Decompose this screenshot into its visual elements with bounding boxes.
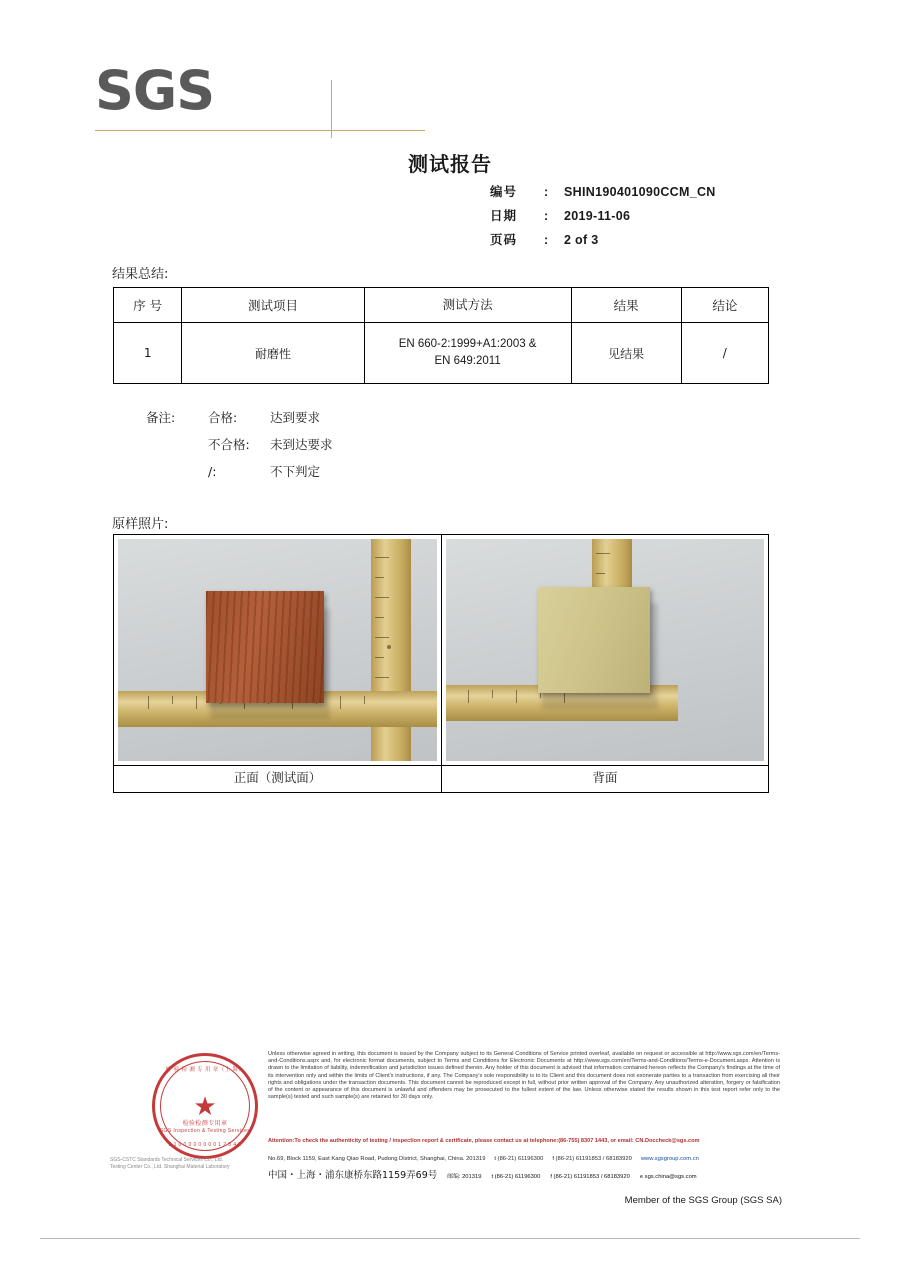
table-header-row — [114, 288, 769, 323]
footer-company-name-line1: SGS-CSTC Standards Technical Services Co., Ltd. — [110, 1157, 224, 1163]
remarks-value-na: 不下判定 — [270, 464, 321, 479]
remarks-row-pass — [146, 408, 333, 435]
photo-caption-back: 背面 — [441, 764, 768, 792]
meta-row-page — [490, 230, 716, 254]
remarks-heading: 备注: — [146, 410, 176, 425]
footer-fax-cn: f (86-21) 61191853 / 68183920 — [550, 1174, 630, 1180]
remarks-block — [146, 408, 333, 489]
sample-photos-label: 原样照片: — [112, 517, 169, 532]
meta-label-number: 编号 — [490, 185, 518, 199]
logo-underline-rule — [95, 130, 425, 131]
remarks-value-fail: 未到达要求 — [270, 437, 333, 452]
sample-photos-table — [113, 534, 769, 766]
column-header-test-method: 测试方法 — [364, 288, 571, 323]
remarks-key-fail: 不合格: — [208, 437, 250, 452]
footer-company-name-line2: Testing Center Co., Ltd. Shanghai Material Laboratory — [110, 1164, 230, 1170]
footer-address-en: No.69, Block 1159, East Kang Qiao Road, Pudong District, Shanghai, China. 201319 — [268, 1156, 486, 1162]
cell-test-method-line1: EN 660-2:1999+A1:2003 & — [398, 338, 537, 350]
photo-cell-front — [114, 535, 441, 765]
remarks-key-pass: 合格: — [208, 410, 238, 425]
cell-test-method — [364, 323, 571, 384]
company-seal-stamp — [152, 1053, 258, 1159]
column-header-conclusion: 结论 — [681, 288, 768, 323]
footer-email-cn[interactable]: e sgs.china@sgs.com — [639, 1174, 697, 1180]
footer-phone-en: t (86-21) 61196300 — [494, 1156, 544, 1162]
remarks-value-pass: 达到要求 — [270, 410, 321, 425]
footer-address-cn: 中国・上海・浦东康桥东路1159弄69号 — [268, 1170, 438, 1181]
footer-member-text: Member of the SGS Group (SGS SA) — [624, 1195, 782, 1206]
meta-value-number: SHIN190401090CCM_CN — [564, 185, 716, 199]
remarks-key-na: /: — [208, 464, 217, 479]
footer-fax-en: f (86-21) 61191853 / 68183920 — [552, 1156, 632, 1162]
column-header-result: 结果 — [571, 288, 681, 323]
photo-cell-back — [441, 535, 768, 765]
seal-star-icon: ★ — [193, 1091, 217, 1121]
brass-ruler-vertical — [371, 539, 411, 761]
meta-row-number — [490, 182, 716, 206]
remarks-row-fail — [146, 435, 333, 462]
results-summary-label: 结果总结: — [112, 267, 169, 282]
results-table — [113, 287, 769, 384]
cell-no: 1 — [114, 323, 182, 384]
meta-value-date: 2019-11-06 — [564, 209, 631, 223]
cell-test-method-line2: EN 649:2011 — [434, 355, 501, 367]
back-sample-photo — [446, 539, 764, 761]
photo-caption-front: 正面（测试面） — [233, 770, 322, 785]
meta-label-page: 页码 — [490, 233, 518, 247]
report-meta — [490, 182, 716, 254]
cell-conclusion: / — [681, 323, 768, 384]
logo-vertical-tick — [331, 80, 332, 138]
seal-mid-line-1: 检验检测专用章 — [182, 1121, 228, 1127]
footer-address-cn-row — [268, 1167, 780, 1181]
column-header-test-item: 测试项目 — [182, 288, 364, 323]
meta-label-date: 日期 — [490, 209, 518, 223]
meta-colon-number: : — [544, 185, 549, 199]
footer-attention-text: Attention:To check the authenticity of testing / inspection report & certificate, please contact us at telephone:(86-755) 8307 1443, or email: CN.Doccheck@sgs.com — [268, 1138, 700, 1144]
sample-photos-captions — [113, 764, 769, 793]
meta-value-page: 2 of 3 — [564, 233, 599, 247]
front-sample-photo — [118, 539, 437, 761]
column-header-no: 序 号 — [114, 288, 182, 323]
remarks-row-na — [146, 462, 333, 489]
back-sample-tile — [538, 587, 650, 693]
footer-address-en-row — [268, 1156, 780, 1162]
front-sample-tile — [206, 591, 324, 703]
page-title: 测试报告 — [408, 152, 492, 176]
cell-test-item: 耐磨性 — [182, 323, 364, 384]
meta-colon-page: : — [544, 233, 549, 247]
footer-company-name-faint — [110, 1157, 270, 1171]
meta-row-date — [490, 206, 716, 230]
footer-legal-text: Unless otherwise agreed in writing, this document is issued by the Company subject to its General Conditions of Service printed overleaf, available on request or accessible at http://www.sgs.com/en/Terms-and-Conditions.aspx and, for electronic format documents, subject to Terms and Conditions for Electronic Documents at http://www.sgs.com/en/Terms-and-Conditions/Terms-e-Document.aspx. Attention is drawn to the limitation of liability, indemnification and jurisdiction issues defined therein. Any holder of this document is advised that information contained hereon reflects the Company's findings at the time of its intervention only and within the limits of Client's instructions, if any. The Company's sole responsibility is to its Client and this document does not exonerate parties to a transaction from exercising all their rights and obligations under the transaction documents. This document cannot be reproduced except in full, without prior written approval of the Company. Any unauthorized alteration, forgery or falsification of the content or appearance of this document is unlawful and offenders may be prosecuted to the fullest extent of the law. Unless otherwise stated the results shown in this test report refer only to the sample(s) tested and such sample(s) are retained for 30 days only. — [268, 1051, 780, 1101]
meta-colon-date: : — [544, 209, 549, 223]
footer-website-link[interactable]: www.sgsgroup.com.cn — [640, 1156, 699, 1162]
sgs-logo-text: SGS — [95, 59, 215, 122]
seal-mid-line-2: SGS Inspection & Testing Services — [159, 1128, 251, 1134]
footer-postcode-cn: 邮编: 201319 — [447, 1174, 482, 1180]
cell-result: 见结果 — [571, 323, 681, 384]
seal-arc-bottom: 3 1 0 0 0 0 0 0 0 0 1 2 3 4 5 — [168, 1142, 242, 1148]
sgs-logo — [95, 59, 425, 122]
table-row — [114, 323, 769, 384]
page-bottom-rule — [40, 1238, 860, 1239]
footer-phone-cn: t (86-21) 61196300 — [491, 1174, 541, 1180]
seal-arc-top: 检 验 检 测 专 用 章（上 海） — [165, 1067, 245, 1073]
